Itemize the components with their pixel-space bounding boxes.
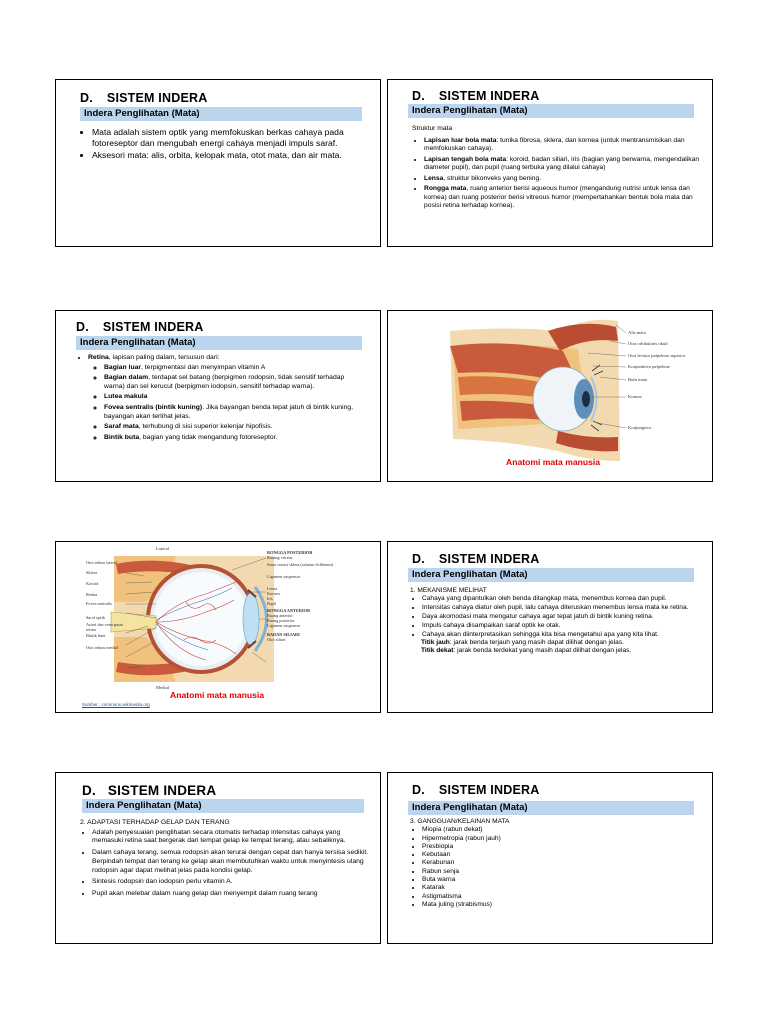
- slide-5: [55, 541, 381, 713]
- slide-body: [80, 127, 368, 163]
- bullet: • Impuls cahaya disampaikan saraf optik ke otak.: [422, 622, 702, 630]
- subtitle-band: Indera Penglihatan (Mata): [408, 104, 694, 118]
- diagram-label: Sinar venasi sklera (saluran Schlemm): [267, 562, 334, 567]
- diagram-label: Medial: [156, 685, 170, 690]
- diagram-label: Bintik buta: [86, 633, 106, 638]
- slide-body: [412, 125, 700, 213]
- diagram-label: Kornea: [267, 591, 280, 596]
- diagram-label: Rasang vitreus: [267, 555, 293, 560]
- bullet: • Cahaya yang dipantulkan oleh benda ditangkap mata, menembus kornea dan pupil.: [422, 595, 702, 603]
- diagram-label: Lensa: [267, 586, 278, 591]
- bullet: • Pupil akan melebar dalam ruang gelap dan menyempit dalam ruang terang: [92, 890, 370, 899]
- slide-7: [55, 772, 381, 944]
- list-item: • Mata juling (strabismus): [422, 901, 700, 909]
- list-item: • Kebutaan: [422, 851, 700, 859]
- slide-4: [387, 310, 713, 482]
- slide-body: [410, 587, 702, 655]
- diagram-label: Arteri dan vena pusat retina: [86, 622, 123, 632]
- diagram-label: Sklera: [86, 570, 97, 575]
- bullet: • Sintesis rodopsin dan iodopsin perlu vitamin A.: [92, 878, 370, 887]
- slide-1: [55, 79, 381, 247]
- list-item: • Buta warna: [422, 876, 700, 884]
- left-labels: [86, 560, 126, 650]
- section-heading: 3. GANGGUAN/KELAINAN MATA: [410, 818, 510, 825]
- diagram-label: Otot levator palpebrae superior: [628, 353, 686, 358]
- title-letter: D.: [412, 552, 425, 566]
- slide-body: [410, 818, 700, 909]
- slide-2: [387, 79, 713, 247]
- source-link[interactable]: Sumber : commons.wikimedia.org: [82, 702, 150, 707]
- subtitle-band: Indera Penglihatan (Mata): [82, 799, 364, 813]
- slide-title: [412, 89, 539, 103]
- diagram-label: Ruang anterior: [267, 613, 293, 618]
- subtitle-band: Indera Penglihatan (Mata): [408, 801, 694, 815]
- sub-item: ◦ Bagian luar, terpigmentasi dan menyimpan vitamin A: [104, 364, 366, 373]
- subtitle-band: Indera Penglihatan (Mata): [408, 568, 694, 582]
- sub-item: ◦ Lutea makula: [104, 393, 366, 402]
- diagram-label: RONGGA POSTERIOR: [267, 550, 313, 555]
- diagram-label: Koroid: [86, 581, 99, 586]
- bullet: • Dalam cahaya terang, semua rodopsin akan terurai dengan cepat dan hanya tersisa sedikit. Berpindah tempat dari terang ke gelap akan membutuhkan waktu untuk menyintesis ulang rodopsin agar dapat melihat jelas pada kondisi gelap.: [92, 849, 370, 875]
- list-item: • Lapisan luar bola mata: tunika fibrosa, sklera, dan kornea (untuk mentransmisikan dan memfokuskan cahaya).: [424, 137, 700, 154]
- sub-item: ◦ Bagian dalam, terdapat sel batang (berpigmen rodopsin, tidak sensitif terhadap warna) dan sel kerucut (berpigmen iodopsin, sensitif terhadap warna).: [104, 374, 366, 391]
- diagram-label: Bulu mata: [628, 377, 648, 382]
- bullet: • Cahaya akan diinterpretasikan sehingga kita bisa mengetahui apa yang kita lihat.: [422, 631, 702, 639]
- slide-title: [80, 91, 207, 105]
- diagram-label: Lateral: [156, 546, 170, 551]
- sub-item: ◦ Saraf mata, terhubung di sisi superior kelenjar hipofisis.: [104, 423, 366, 432]
- sub-item: ◦ Fovea sentralis (bintik kuning). Jika bayangan benda tepat jatuh di bintik kuning, bayangan akan terlihat jelas.: [104, 404, 366, 421]
- slide-body: [76, 354, 366, 444]
- list-item: • Lapisan tengah bola mata: koroid, badan siliari, iris (bagian yang berwarna, mengendalikan diameter pupil), dan pupil (ruang terbuka yang dilalui cahaya): [424, 156, 700, 173]
- figure-caption: Anatomi mata manusia: [170, 690, 265, 700]
- list-item: • Astigmatisma: [422, 893, 700, 901]
- title-text: SISTEM INDERA: [438, 783, 540, 797]
- title-letter: D.: [80, 91, 93, 105]
- bullet: • Intensitas cahaya diatur oleh pupil, lalu cahaya diteruskan menembus lensa mata ke retina.: [422, 604, 702, 612]
- list-item: • Presbiopia: [422, 843, 700, 851]
- right-labels: [267, 550, 347, 642]
- diagram-label: Otot orbikularis okuli: [628, 341, 668, 346]
- slide-title: [76, 320, 203, 334]
- bullet: • Mata adalah sistem optik yang memfokuskan berkas cahaya pada fotoreseptor dan mengubah energi cahaya menjadi impuls saraf.: [92, 127, 368, 148]
- diagram-label: Kornea: [628, 394, 642, 399]
- title-text: SISTEM INDERA: [102, 320, 204, 334]
- list-item: • Kerabunan: [422, 859, 700, 867]
- diagram-label: BADAN SILIARI: [267, 632, 300, 637]
- definition: Titik dekat: jarak benda terdekat yang masih dapat dilihat dengan jelas.: [421, 647, 632, 655]
- list-item: • Miopia (rabun dekat): [422, 826, 700, 834]
- slide-3: [55, 310, 381, 482]
- slide-body: [80, 819, 370, 901]
- subtitle-band: Indera Penglihatan (Mata): [76, 336, 362, 350]
- diagram-label: Saraf optik: [86, 615, 105, 620]
- intro: Struktur mata: [412, 125, 453, 132]
- title-text: SISTEM INDERA: [438, 89, 540, 103]
- title-letter: D.: [76, 320, 89, 334]
- diagram-label: Ligamen suspensor: [267, 574, 301, 579]
- title-text: SISTEM INDERA: [438, 552, 540, 566]
- section-heading: 1. MEKANISME MELIHAT: [410, 587, 487, 594]
- definition: Titik jauh: jarak benda terjauh yang masih dapat dilihat dengan jelas.: [421, 639, 624, 647]
- diagram-label: Pupil: [267, 601, 277, 606]
- slide-title: [412, 783, 539, 797]
- diagram-label: Alis mata: [628, 330, 646, 335]
- list-item: • Retina, lapisan paling dalam, tersusun dari: ◦ Bagian luar, terpigmentasi dan menyimpan vitamin A ◦ Bagian dalam, terdapat sel batang (berpigmen rodopsin, tidak sensitif terhadap warna) dan sel kerucut (berpigmen iodopsin, sensitif terhadap warna). ◦ Lutea makula ◦ Fovea sentralis (bintik kuning). Jika bayangan benda tepat jatuh di bintik kuning, bayangan akan terlihat jelas. ◦ Saraf mata, terhubung di sisi superior kelenjar hipofisis. ◦ Bintik buta, bagian yang tidak mengandung fotoreseptor.: [88, 354, 366, 442]
- title-letter: D.: [82, 783, 96, 798]
- slide-title: [412, 552, 539, 566]
- title-text: SISTEM INDERA: [107, 783, 217, 798]
- section-heading: 2. ADAPTASI TERHADAP GELAP DAN TERANG: [80, 819, 230, 826]
- diagram-label: Otot rektus medial: [86, 645, 118, 650]
- diagram-label: Konjunktiva palpebrae: [628, 364, 670, 369]
- sub-item: ◦ Bintik buta, bagian yang tidak mengandung fotoreseptor.: [104, 434, 366, 443]
- slide-8: [387, 772, 713, 944]
- list-item: • Lensa, struktur bikonveks yang bening.: [424, 175, 700, 184]
- list-item: • Rabun senja: [422, 868, 700, 876]
- list-item: • Rongga mata, ruang anterior berisi aqueous humor (mengandung nutrisi untuk lensa dan kornea) dan ruang posterior berisi vitreous humor (mempertahankan bentuk bola mata dan posisi retina terhadap kornea).: [424, 185, 700, 211]
- bullet: • Daya akomodasi mata mengatur cahaya agar tepat jatuh di bintik kuning retina.: [422, 613, 702, 621]
- title-letter: D.: [412, 89, 425, 103]
- diagram-label: Konjungtiva: [628, 425, 651, 430]
- figure-caption: Anatomi mata manusia: [506, 457, 601, 467]
- slide-6: [387, 541, 713, 713]
- bullet: • Aksesori mata: alis, orbita, kelopak mata, otot mata, dan air mata.: [92, 150, 368, 161]
- diagram-label: Iris: [267, 596, 273, 601]
- title-text: SISTEM INDERA: [106, 91, 208, 105]
- subtitle-band: Indera Penglihatan (Mata): [80, 107, 362, 121]
- title-letter: D.: [412, 783, 425, 797]
- list-item: • Katarak: [422, 884, 700, 892]
- diagram-label: Otot rektus lateral: [86, 560, 118, 565]
- diagram-label: Fovea sentralis: [86, 601, 112, 606]
- bullet: • Adalah penyesuaian penglihatan secara otomatis terhadap intensitas cahaya yang memasuki retina saat bergerak dari tempat gelap ke tempat terang, atau sebaliknya.: [92, 829, 370, 846]
- diagram-label: Ruang posterior: [267, 618, 295, 623]
- list-item: • Hipermetropia (rabun jauh): [422, 835, 700, 843]
- diagram-label: Otot siliari: [267, 637, 286, 642]
- slide-title: [82, 783, 216, 798]
- diagram-label: RONGGA ANTERIOR: [267, 608, 311, 613]
- diagram-label: Retina: [86, 592, 98, 597]
- diagram-label: Ligamen suspensor: [267, 623, 301, 628]
